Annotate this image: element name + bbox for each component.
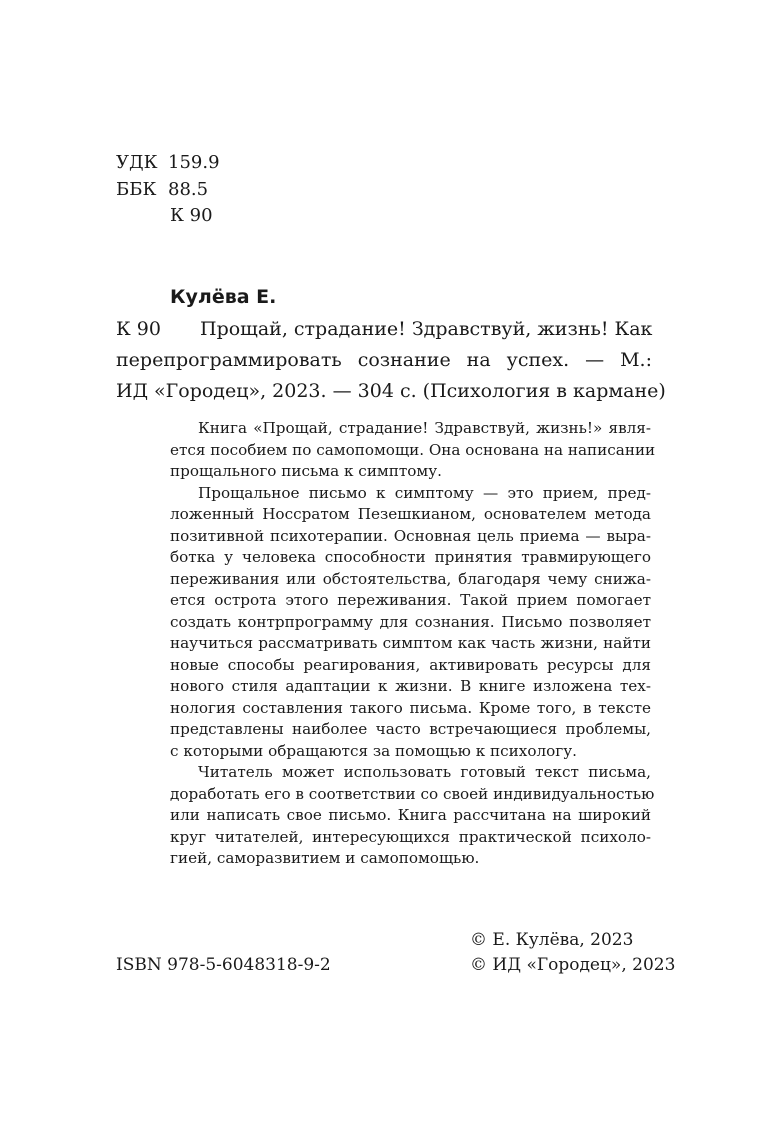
annotation-line: переживания или обстоятельства, благодаря чему снижа-	[170, 569, 651, 588]
bib-line: перепрограммировать сознание на успех. — М.:	[116, 349, 652, 371]
annotation-line: позитивной психотерапии. Основная цель приема — выра-	[170, 526, 651, 545]
annotation-line: ложенный Носсратом Пезешкианом, основателем метода	[170, 505, 651, 523]
bbk-label: ББК	[116, 179, 157, 200]
annotation-line: новые способы реагирования, активировать ресурсы для	[170, 655, 651, 674]
annotation-line: Книга «Прощай, страдание! Здравствуй, жизнь!» явля-	[198, 419, 651, 437]
isbn: ISBN 978-5-6048318-9-2	[116, 955, 331, 975]
annotation-line: представлены наиболее часто встречающиеся проблемы,	[170, 720, 651, 738]
author-name: Кулёва Е.	[170, 286, 277, 308]
copyright-author: © Е. Кулёва, 2023	[470, 930, 634, 950]
annotation-line: нового стиля адаптации к жизни. В книге изложена тех-	[170, 677, 651, 695]
annotation-line: гией, саморазвитием и самопомощью.	[170, 849, 480, 867]
udk-value: 159.9	[168, 152, 220, 173]
bbk-line	[116, 176, 208, 203]
udk-label: УДК	[116, 152, 158, 173]
annotation-line: ется пособием по самопомощи. Она основана на написании	[170, 440, 656, 459]
bibliographic-record	[116, 314, 666, 407]
bib-title-text: Прощай, страдание! Здравствуй, жизнь! Как	[200, 318, 653, 340]
bib-line	[116, 314, 652, 345]
author-mark: К 90	[170, 205, 213, 226]
annotation-line: круг читателей, интересующихся практической психоло-	[170, 827, 651, 846]
annotation-line: Читатель может использовать готовый текст письма,	[198, 763, 651, 781]
copyright-publisher: © ИД «Городец», 2023	[470, 955, 676, 975]
bib-line: ИД «Городец», 2023. — 304 с. (Психология в кармане)	[116, 380, 666, 402]
bib-code: К 90	[116, 318, 161, 340]
udk-line	[116, 149, 220, 176]
annotation-line: научиться рассматривать симптом как часть жизни, найти	[170, 634, 651, 652]
bbk-value: 88.5	[168, 179, 209, 200]
annotation-line: ется острота этого переживания. Такой прием помогает	[170, 591, 651, 609]
annotation-line: прощального письма к симптому.	[170, 462, 442, 480]
annotation-line: ботка у человека способности принятия травмирующего	[170, 548, 651, 566]
annotation-line: или написать свое письмо. Книга рассчитана на широкий	[170, 806, 651, 824]
annotation	[170, 418, 656, 870]
annotation-line: Прощальное письмо к симптому — это прием, пред-	[198, 483, 651, 502]
annotation-line: доработать его в соответствии со своей индивидуальностью	[170, 784, 655, 803]
annotation-line: нология составления такого письма. Кроме того, в тексте	[170, 698, 651, 717]
annotation-line: с которыми обращаются за помощью к психологу.	[170, 741, 577, 760]
annotation-line: создать контрпрограмму для сознания. Письмо позволяет	[170, 612, 651, 631]
